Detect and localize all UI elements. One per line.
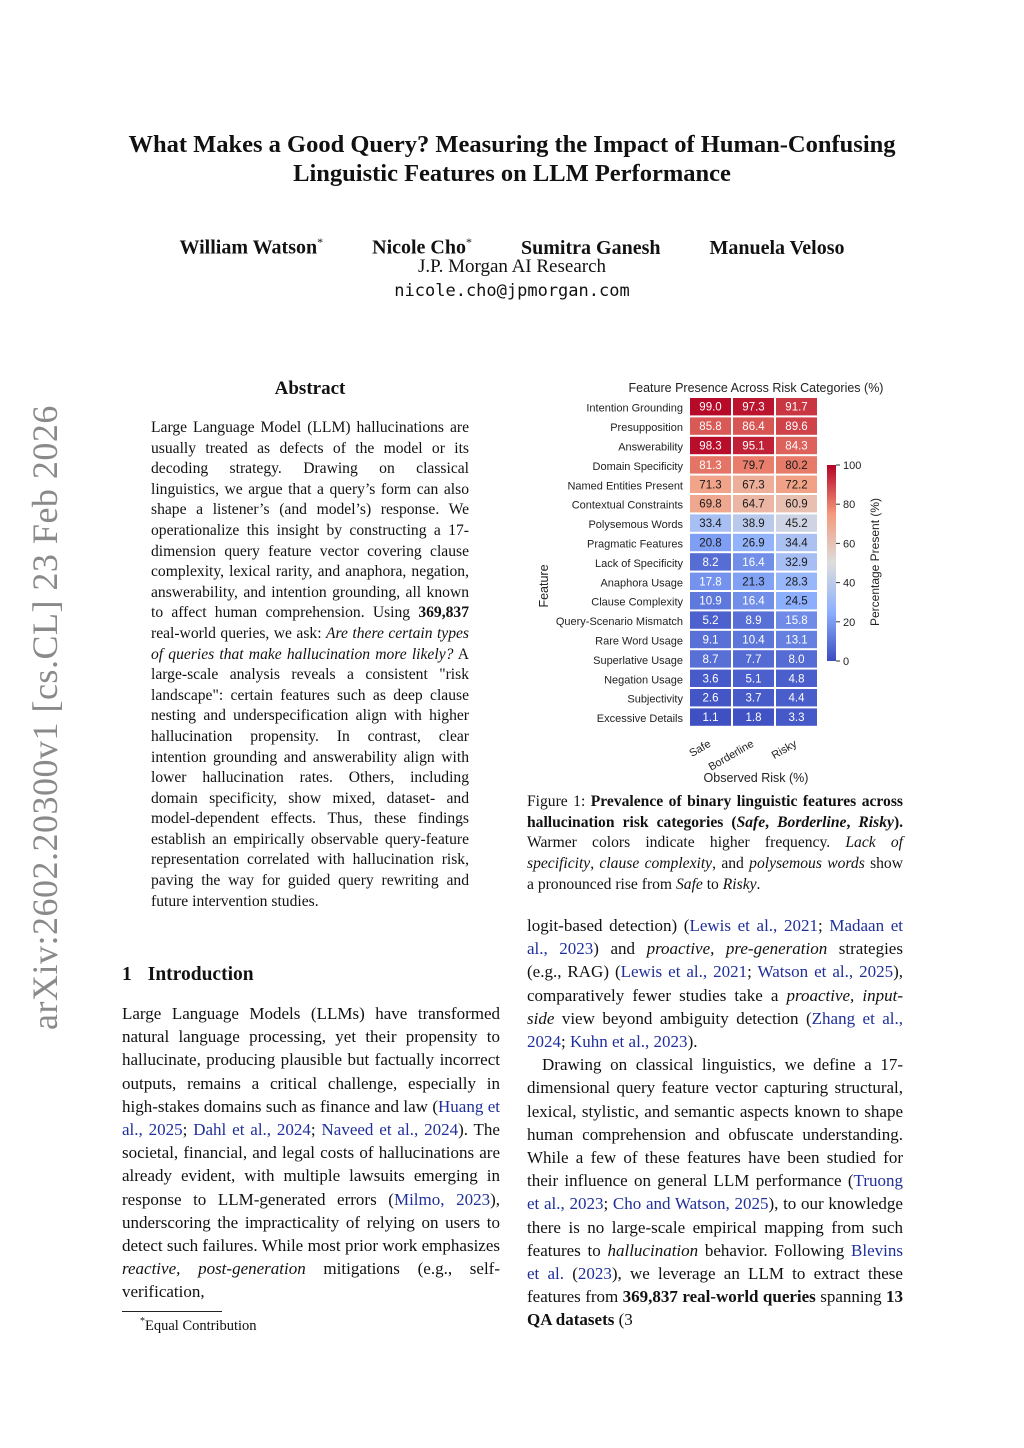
cell-value-label: 84.3	[785, 440, 808, 453]
feature-label: Negation Usage	[604, 674, 683, 687]
text-run: Large Language Models (LLMs) have transformed natural language processing, yet their propensity to hallucinate, producing plausible but factually incorrect outputs, remains a critical challenge, especially in high-stakes domains such as finance and law (	[122, 1004, 500, 1116]
text-run: spanning	[815, 1287, 886, 1307]
abstract-text	[151, 418, 469, 912]
colorbar-tick-label: 0	[843, 656, 850, 668]
caption-italic: Safe	[675, 875, 703, 893]
figure-caption	[527, 792, 903, 896]
author-name: Manuela Veloso	[709, 236, 845, 259]
cell-value-label: 3.6	[702, 673, 719, 686]
cell-value-label: 8.9	[745, 615, 762, 628]
cell-value-label: 13.1	[785, 634, 808, 647]
cell-value-label: 5.2	[702, 615, 719, 628]
cell-value-label: 21.3	[742, 576, 765, 589]
feature-label: Clause Complexity	[591, 596, 683, 609]
caption-text: to	[702, 875, 723, 893]
citation-link[interactable]: Milmo, 2023	[393, 1189, 491, 1209]
text-run: strategies (e.g., RAG) (	[527, 939, 903, 982]
cell-value-label: 15.8	[785, 615, 808, 628]
author-name: Sumitra Ganesh	[521, 236, 661, 259]
citation-link[interactable]: 2023	[577, 1264, 612, 1284]
citation-link[interactable]: Watson et al., 2025	[757, 962, 894, 982]
cell-value-label: 33.4	[699, 518, 722, 531]
equal-contribution-mark: *	[317, 235, 324, 249]
abstract-part: A large-scale analysis reveals a consistent "risk landscape": certain features such as deep clause nesting and underspecification align with higher hallucination propensity. In contrast, clear intention grounding and answerability align with lower hallucination rates. Others, including domain specificity, show mixed, dataset- and model-dependent effects. Thus, these findings establish an empirically observable query-feature representation correlated with hallucination risk, paving the way for guided query rewriting and future intervention studies.	[151, 645, 469, 910]
text-run: ;	[747, 962, 758, 982]
cell-value-label: 20.8	[699, 537, 722, 550]
caption-text: Warmer colors indicate higher frequency.	[527, 834, 846, 852]
intro-paragraph	[527, 914, 903, 1053]
emphasis: proactive, pre-generation	[646, 939, 828, 959]
intro-right-column	[527, 914, 903, 1332]
caption-bold: Prevalence of binary linguistic features across hallucination risk categories (	[527, 793, 903, 831]
cell-value-label: 8.0	[788, 653, 805, 666]
cell-value-label: 3.7	[745, 692, 762, 705]
figure-1-heatmap	[527, 374, 907, 794]
text-run: mitigations (e.g., self-verification,	[122, 1259, 500, 1302]
x-axis-label: Observed Risk (%)	[703, 771, 809, 785]
cell-value-label: 9.1	[702, 634, 719, 647]
caption-text: , and	[712, 855, 750, 873]
cell-value-label: 26.9	[742, 537, 765, 550]
citation-link[interactable]: Lewis et al., 2021	[689, 916, 818, 935]
cell-value-label: 60.9	[785, 498, 808, 511]
abstract-part: real-world queries, we ask:	[151, 624, 327, 642]
cell-value-label: 34.4	[785, 537, 808, 550]
abstract-heading: Abstract	[274, 378, 346, 399]
caption-bold: ).	[893, 813, 904, 831]
footnote-mark: *	[140, 1316, 145, 1327]
arxiv-identifier: arXiv:2602.20300v1 [cs.CL] 23 Feb 2026	[25, 405, 65, 1030]
colorbar-tick-label: 80	[843, 499, 856, 512]
citation-link[interactable]: Madaan et al., 2023	[527, 916, 903, 959]
feature-label: Subjectivity	[627, 693, 683, 706]
risk-category-label: Risky	[769, 738, 799, 762]
cell-value-label: 38.9	[742, 518, 765, 531]
feature-label: Intention Grounding	[586, 402, 683, 415]
caption-text: show a pronounced rise from	[527, 855, 903, 893]
citation-link[interactable]: Lewis et al., 2021	[620, 962, 748, 982]
colorbar-label: Percentage Present (%)	[868, 497, 882, 627]
caption-bold: ,	[846, 813, 859, 831]
chart-title: Feature Presence Across Risk Categories (%)	[628, 381, 884, 395]
colorbar-tick-label: 40	[843, 577, 856, 590]
colorbar-ticks	[836, 460, 861, 668]
affiliation: J.P. Morgan AI Research	[417, 256, 607, 277]
cell-value-label: 69.8	[699, 498, 722, 511]
cell-value-label: 7.7	[745, 653, 762, 666]
cell-value-label: 86.4	[742, 421, 765, 434]
cell-value-label: 4.8	[788, 673, 805, 686]
caption-italic: polysemous words	[749, 855, 865, 873]
cell-value-label: 2.6	[702, 692, 719, 705]
cell-value-label: 45.2	[785, 518, 808, 531]
contact-email[interactable]: nicole.cho@jpmorgan.com	[394, 281, 630, 301]
bold-text: 369,837 real-world queries	[622, 1287, 816, 1307]
text-run: ;	[310, 1120, 322, 1140]
text-run: ;	[561, 1032, 570, 1052]
feature-label: Contextual Constraints	[571, 499, 683, 512]
cell-value-label: 79.7	[742, 459, 765, 472]
cell-value-label: 81.3	[699, 459, 722, 472]
query-count: 369,837	[418, 604, 469, 622]
feature-label: Polysemous Words	[588, 519, 683, 532]
heatmap-cells	[690, 398, 817, 726]
cell-value-label: 97.3	[742, 401, 765, 414]
citation-link[interactable]: Blevins et al.	[527, 1240, 903, 1284]
caption-italic: clause complexity	[599, 855, 713, 873]
feature-label: Presupposition	[610, 422, 683, 435]
bold-text: 13 QA datasets	[527, 1287, 903, 1330]
colorbar	[827, 465, 836, 661]
cell-value-label: 99.0	[699, 401, 722, 414]
cell-value-label: 95.1	[742, 440, 765, 453]
paper-title: What Makes a Good Query? Measuring the Impact of Human-Confusing Linguistic Features on LLM Performance	[128, 131, 896, 187]
risk-category-labels	[687, 738, 799, 774]
cell-value-label: 24.5	[785, 595, 808, 608]
intro-paragraph	[527, 1053, 903, 1331]
citation-link[interactable]: Huang et al., 2025	[122, 1096, 500, 1140]
cell-value-label: 89.6	[785, 421, 808, 434]
cell-value-label: 91.7	[785, 401, 808, 414]
text-run: Drawing on classical linguistics, we define a 17-dimensional query feature vector capturing structural, lexical, stylistic, and semantic aspects known to shape human comprehension and obfuscate understanding. While a few of these features have been studied for their influence on general LLM performance (	[527, 1055, 903, 1191]
text-run: (3	[614, 1310, 633, 1330]
cell-value-label: 10.4	[742, 634, 765, 647]
cell-value-label: 32.9	[785, 556, 808, 569]
risk-category-label: Safe	[687, 738, 713, 760]
feature-label: Lack of Specificity	[594, 557, 683, 570]
intro-paragraph-left	[122, 1002, 500, 1304]
footnote-rule	[122, 1311, 222, 1312]
footnote-text: Equal Contribution	[145, 1317, 257, 1334]
caption-text: .	[756, 875, 761, 893]
text-run: ), to our knowledge there is no large-scale empirical mapping from such features to	[527, 1194, 903, 1260]
caption-italic: Risky	[722, 875, 757, 893]
text-run: (	[564, 1264, 578, 1284]
citation-link[interactable]: Dahl et al., 2024	[193, 1120, 311, 1140]
cell-value-label: 98.3	[699, 440, 722, 453]
cell-value-label: 28.3	[785, 576, 808, 589]
text-run: ;	[603, 1194, 613, 1214]
cell-value-label: 16.4	[742, 595, 765, 608]
feature-label: Domain Specificity	[592, 460, 683, 473]
text-run: behavior. Following	[698, 1240, 852, 1260]
footnote	[140, 1316, 257, 1335]
cell-value-label: 1.1	[702, 712, 719, 725]
risk-category-label: Borderline	[706, 738, 756, 774]
text-run: ), we leverage an LLM to extract these features from	[527, 1264, 903, 1307]
text-run: ;	[182, 1120, 194, 1140]
feature-label: Named Entities Present	[567, 480, 683, 493]
cell-value-label: 1.8	[745, 712, 762, 725]
citation-link[interactable]: Zhang et al., 2024	[527, 1008, 904, 1052]
feature-label: Answerability	[618, 441, 683, 454]
cell-value-label: 17.8	[699, 576, 722, 589]
text-run: logit-based detection) (	[527, 916, 690, 935]
emphasis: hallucination	[607, 1240, 699, 1260]
colorbar-tick-label: 20	[843, 616, 856, 629]
text-run: ), comparatively fewer studies take a	[527, 962, 904, 1005]
caption-label: Figure 1:	[527, 793, 591, 810]
cell-value-label: 8.7	[702, 653, 719, 666]
cell-value-label: 3.3	[788, 712, 805, 725]
author-name: William Watson	[179, 236, 318, 259]
emphasis: proactive, input-side	[527, 985, 903, 1028]
text-run: ), underscoring the impracticality of relying on users to detect such failures. While most prior work emphasizes	[122, 1189, 500, 1256]
cell-value-label: 16.4	[742, 556, 765, 569]
cell-value-label: 80.2	[785, 459, 808, 472]
caption-italic: Lack of specificity	[527, 834, 904, 873]
feature-label: Pragmatic Features	[587, 538, 683, 551]
feature-labels	[556, 403, 684, 725]
cell-value-label: 71.3	[699, 479, 722, 492]
cell-value-label: 67.3	[742, 479, 765, 492]
cell-value-label: 8.2	[702, 556, 719, 569]
caption-bold-italic: Safe	[736, 813, 766, 831]
colorbar-tick-label: 60	[843, 538, 856, 551]
cell-value-label: 4.4	[788, 692, 805, 705]
text-run: ).	[687, 1032, 698, 1052]
colorbar-tick-label: 100	[843, 460, 862, 472]
caption-bold: ,	[765, 813, 778, 831]
citation-link[interactable]: Naveed et al., 2024	[321, 1120, 459, 1140]
heatmap-svg	[527, 374, 907, 794]
citation-link[interactable]: Truong et al., 2023	[527, 1171, 903, 1214]
feature-label: Rare Word Usage	[595, 635, 683, 648]
emphasis: reactive, post-generation	[122, 1259, 306, 1279]
section-title: Introduction	[147, 964, 254, 985]
research-question: Are there certain types of queries that make hallucination more likely?	[151, 624, 469, 663]
y-axis-label: Feature	[537, 564, 551, 608]
cell-value-label: 10.9	[699, 595, 722, 608]
text-run: view beyond ambiguity detection (	[554, 1008, 812, 1028]
citation-link[interactable]: Cho and Watson, 2025	[612, 1194, 769, 1214]
cell-value-label: 64.7	[742, 498, 765, 511]
abstract-part: Large Language Model (LLM) hallucinations are usually treated as defects of the model or its decoding strategy. Drawing on classical linguistics, we argue that a query’s form can also shape a listener’s (and model’s) response. We operationalize this insight by constructing a 17-dimension query feature vector covering clause complexity, lexical rarity, and anaphora, negation, answerability, and intention grounding, all known to affect human comprehension. Using	[151, 419, 469, 622]
caption-bold-italic: Borderline	[777, 813, 847, 831]
cell-value-label: 72.2	[785, 479, 808, 492]
cell-value-label: 5.1	[745, 673, 762, 686]
text-run: ) and	[593, 939, 647, 959]
section-heading-introduction	[122, 964, 254, 986]
equal-contribution-mark: *	[466, 235, 473, 249]
feature-label: Superlative Usage	[593, 654, 683, 667]
caption-bold-italic: Risky	[858, 813, 894, 831]
text-run: ;	[817, 916, 830, 935]
citation-link[interactable]: Kuhn et al., 2023	[569, 1032, 688, 1052]
feature-label: Query-Scenario Mismatch	[555, 616, 683, 629]
caption-text: ,	[590, 855, 600, 873]
text-run: ). The societal, financial, and legal costs of hallucinations are already evident, with multiple lawsuits emerging in response to LLM-generated errors (	[122, 1120, 500, 1209]
feature-label: Excessive Details	[596, 713, 683, 726]
feature-label: Anaphora Usage	[600, 577, 683, 590]
author-name: Nicole Cho	[372, 236, 467, 259]
cell-value-label: 85.8	[699, 421, 722, 434]
section-number: 1	[122, 964, 132, 985]
